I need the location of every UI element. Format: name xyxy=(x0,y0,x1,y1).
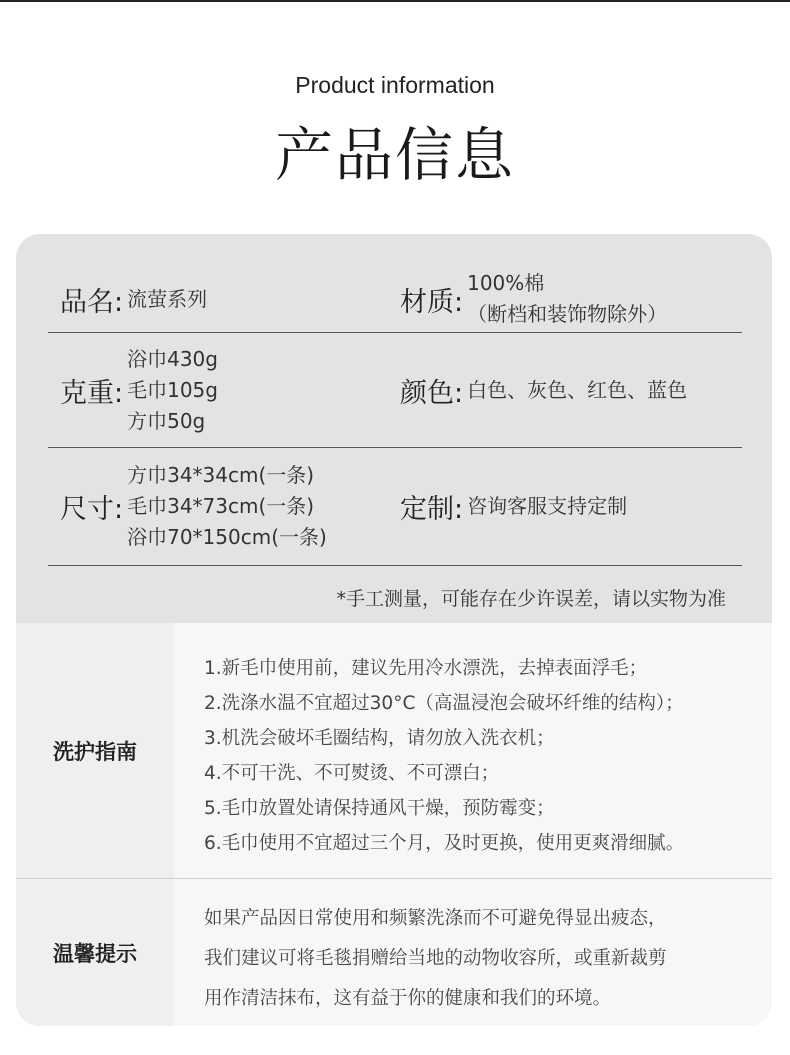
spec-size xyxy=(60,448,327,565)
material-label: 材质: xyxy=(400,286,464,318)
care-item: 1.新毛巾使用前，建议先用冷水漂洗，去掉表面浮毛； xyxy=(204,658,648,679)
name-label: 品名: xyxy=(60,286,124,318)
tips-section xyxy=(16,879,772,1026)
color-value: 白色、灰色、红色、蓝色 xyxy=(467,377,688,402)
care-list xyxy=(204,651,684,861)
size-line: 方巾34*34cm(一条) xyxy=(127,463,315,487)
material-value xyxy=(467,268,667,330)
spec-row-size-custom xyxy=(48,448,742,566)
weight-value xyxy=(127,344,218,437)
care-item: 6.毛巾使用不宜超过三个月，及时更换，使用更爽滑细腻。 xyxy=(204,833,685,854)
tips-item: 我们建议可将毛毯捐赠给当地的动物收容所，或重新裁剪 xyxy=(204,948,667,969)
care-section xyxy=(16,623,772,878)
care-item: 5.毛巾放置处请保持通风干燥，预防霉变； xyxy=(204,798,555,819)
material-line: （断档和装饰物除外） xyxy=(467,302,668,326)
weight-line: 方巾50g xyxy=(127,408,206,433)
size-line: 浴巾70*150cm(一条) xyxy=(127,525,327,549)
custom-value: 咨询客服支持定制 xyxy=(467,494,628,518)
size-label: 尺寸: xyxy=(60,494,124,525)
care-body xyxy=(174,623,772,878)
tips-label: 温馨提示 xyxy=(16,879,174,1026)
color-label: 颜色: xyxy=(400,377,464,409)
spec-row-name-material xyxy=(48,266,742,333)
tips-body xyxy=(174,879,772,1026)
tips-item: 如果产品因日常使用和频繁洗涤而不可避免得显出疲态， xyxy=(204,908,667,929)
weight-label: 克重: xyxy=(60,377,124,409)
size-value xyxy=(127,460,327,553)
tips-item: 用作清洁抹布，这有益于你的健康和我们的环境。 xyxy=(204,988,612,1009)
weight-line: 毛巾105g xyxy=(127,377,218,402)
page-title: 产品信息 xyxy=(274,121,515,189)
custom-label: 定制: xyxy=(400,494,464,525)
weight-line: 浴巾430g xyxy=(127,346,218,371)
care-item: 4.不可干洗、不可熨烫、不可漂白； xyxy=(204,763,500,784)
care-item: 2.洗涤水温不宜超过30°C（高温浸泡会破坏纤维的结构）； xyxy=(204,693,684,714)
care-label: 洗护指南 xyxy=(16,623,174,878)
spec-name xyxy=(60,266,207,332)
top-divider xyxy=(0,0,790,2)
spec-section xyxy=(16,234,772,623)
material-line: 100%棉 xyxy=(467,271,545,295)
spec-custom xyxy=(400,448,627,565)
spec-material xyxy=(400,266,667,332)
name-value: 流萤系列 xyxy=(127,286,208,311)
english-title: Product information xyxy=(295,72,495,98)
care-item: 3.机洗会破坏毛圈结构，请勿放入洗衣机； xyxy=(204,728,555,749)
product-info-card xyxy=(16,234,772,1026)
spec-row-weight-color xyxy=(48,333,742,448)
tips-list xyxy=(204,899,667,1019)
spec-color xyxy=(400,333,687,447)
spec-weight xyxy=(60,333,218,447)
measurement-note: *手工测量，可能存在少许误差，请以实物为准 xyxy=(336,588,726,610)
size-line: 毛巾34*73cm(一条) xyxy=(127,494,315,518)
